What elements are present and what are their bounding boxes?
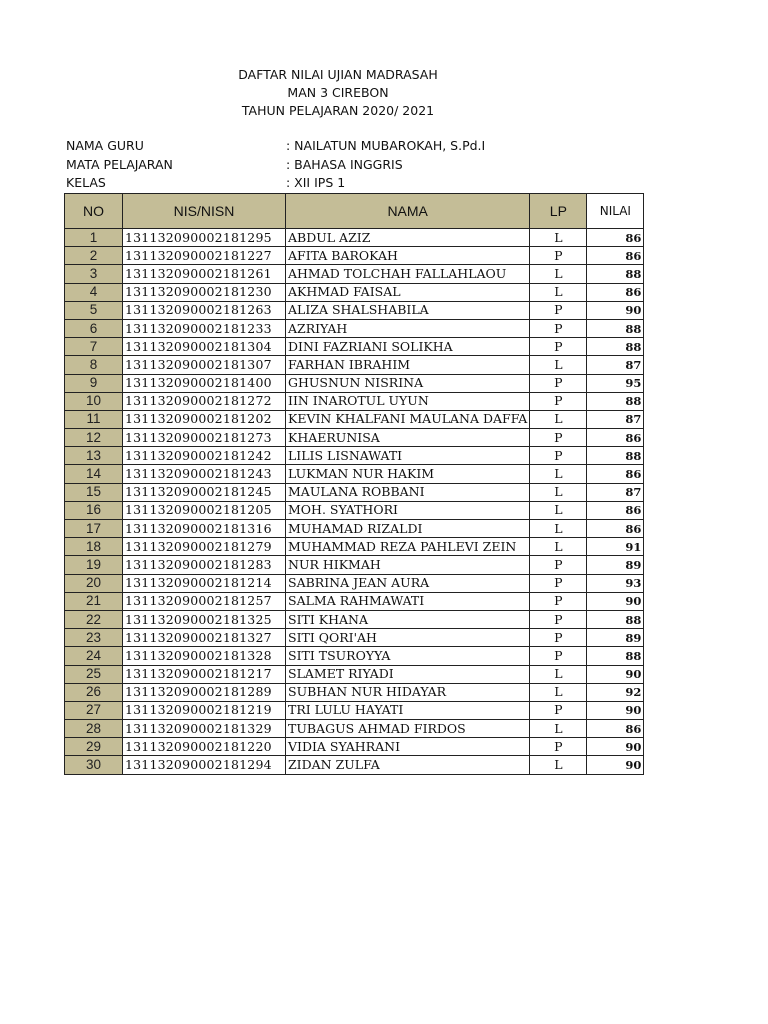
row-number: 9 bbox=[65, 374, 123, 392]
row-number: 28 bbox=[65, 720, 123, 738]
nis-cell: 131132090002181304 bbox=[123, 338, 286, 356]
gender-cell: P bbox=[530, 429, 587, 447]
name-cell: SUBHAN NUR HIDAYAR bbox=[286, 683, 530, 701]
nis-cell: 131132090002181233 bbox=[123, 319, 286, 337]
row-number: 27 bbox=[65, 701, 123, 719]
table-row bbox=[65, 720, 644, 738]
score-cell: 87 bbox=[587, 356, 644, 374]
gender-cell: P bbox=[530, 738, 587, 756]
table-row bbox=[65, 447, 644, 465]
table-body bbox=[65, 229, 644, 775]
gender-cell: L bbox=[530, 501, 587, 519]
gender-cell: L bbox=[530, 665, 587, 683]
row-number: 12 bbox=[65, 429, 123, 447]
table-row bbox=[65, 410, 644, 428]
table-row bbox=[65, 556, 644, 574]
nis-cell: 131132090002181263 bbox=[123, 301, 286, 319]
name-cell: SLAMET RIYADI bbox=[286, 665, 530, 683]
name-cell: SITI KHANA bbox=[286, 610, 530, 628]
nis-cell: 131132090002181205 bbox=[123, 501, 286, 519]
row-number: 4 bbox=[65, 283, 123, 301]
table-row bbox=[65, 374, 644, 392]
table-header-row bbox=[65, 194, 644, 229]
row-number: 6 bbox=[65, 319, 123, 337]
table-row bbox=[65, 465, 644, 483]
nis-cell: 131132090002181272 bbox=[123, 392, 286, 410]
name-cell: MAULANA ROBBANI bbox=[286, 483, 530, 501]
class-value: : XII IPS 1 bbox=[286, 175, 346, 190]
row-number: 14 bbox=[65, 465, 123, 483]
row-number: 8 bbox=[65, 356, 123, 374]
gender-cell: P bbox=[530, 447, 587, 465]
nis-cell: 131132090002181329 bbox=[123, 720, 286, 738]
row-number: 10 bbox=[65, 392, 123, 410]
name-cell: ABDUL AZIZ bbox=[286, 229, 530, 247]
nis-cell: 131132090002181227 bbox=[123, 247, 286, 265]
name-cell: IIN INAROTUL UYUN bbox=[286, 392, 530, 410]
score-cell: 87 bbox=[587, 410, 644, 428]
nis-cell: 131132090002181214 bbox=[123, 574, 286, 592]
score-cell: 86 bbox=[587, 283, 644, 301]
row-number: 2 bbox=[65, 247, 123, 265]
name-cell: SALMA RAHMAWATI bbox=[286, 592, 530, 610]
title-line-3: TAHUN PELAJARAN 2020/ 2021 bbox=[241, 103, 435, 118]
score-cell: 88 bbox=[587, 647, 644, 665]
nis-cell: 131132090002181273 bbox=[123, 429, 286, 447]
gender-cell: P bbox=[530, 301, 587, 319]
table-row bbox=[65, 701, 644, 719]
score-cell: 92 bbox=[587, 683, 644, 701]
table-row bbox=[65, 665, 644, 683]
gender-cell: P bbox=[530, 374, 587, 392]
table-row bbox=[65, 647, 644, 665]
score-cell: 90 bbox=[587, 301, 644, 319]
table-row bbox=[65, 319, 644, 337]
table-row bbox=[65, 429, 644, 447]
row-number: 25 bbox=[65, 665, 123, 683]
row-number: 11 bbox=[65, 410, 123, 428]
table-row bbox=[65, 483, 644, 501]
name-cell: LILIS LISNAWATI bbox=[286, 447, 530, 465]
row-number: 19 bbox=[65, 556, 123, 574]
score-cell: 87 bbox=[587, 483, 644, 501]
row-number: 29 bbox=[65, 738, 123, 756]
table-row bbox=[65, 574, 644, 592]
row-number: 16 bbox=[65, 501, 123, 519]
row-number: 15 bbox=[65, 483, 123, 501]
nis-cell: 131132090002181220 bbox=[123, 738, 286, 756]
gender-cell: P bbox=[530, 629, 587, 647]
name-cell: AZRIYAH bbox=[286, 319, 530, 337]
name-cell: SITI TSUROYYA bbox=[286, 647, 530, 665]
gender-cell: P bbox=[530, 338, 587, 356]
gender-cell: L bbox=[530, 265, 587, 283]
name-cell: KEVIN KHALFANI MAULANA DAFFA bbox=[286, 410, 530, 428]
name-cell: AHMAD TOLCHAH FALLAHLAOU bbox=[286, 265, 530, 283]
name-cell: TRI LULU HAYATI bbox=[286, 701, 530, 719]
table-row bbox=[65, 283, 644, 301]
nis-cell: 131132090002181243 bbox=[123, 465, 286, 483]
name-cell: KHAERUNISA bbox=[286, 429, 530, 447]
row-number: 30 bbox=[65, 756, 123, 774]
score-cell: 95 bbox=[587, 374, 644, 392]
grades-table bbox=[64, 193, 644, 775]
nis-cell: 131132090002181283 bbox=[123, 556, 286, 574]
table-row bbox=[65, 520, 644, 538]
name-cell: DINI FAZRIANI SOLIKHA bbox=[286, 338, 530, 356]
nis-cell: 131132090002181295 bbox=[123, 229, 286, 247]
table-row bbox=[65, 738, 644, 756]
name-cell: SABRINA JEAN AURA bbox=[286, 574, 530, 592]
nis-cell: 131132090002181261 bbox=[123, 265, 286, 283]
gender-cell: P bbox=[530, 392, 587, 410]
name-cell: GHUSNUN NISRINA bbox=[286, 374, 530, 392]
nis-cell: 131132090002181230 bbox=[123, 283, 286, 301]
row-number: 17 bbox=[65, 520, 123, 538]
column-header-no: NO bbox=[65, 194, 123, 229]
score-cell: 88 bbox=[587, 319, 644, 337]
row-number: 21 bbox=[65, 592, 123, 610]
subject-value: : BAHASA INGGRIS bbox=[286, 156, 403, 172]
score-cell: 90 bbox=[587, 756, 644, 774]
score-cell: 86 bbox=[587, 501, 644, 519]
nis-cell: 131132090002181245 bbox=[123, 483, 286, 501]
score-cell: 90 bbox=[587, 738, 644, 756]
gender-cell: P bbox=[530, 574, 587, 592]
gender-cell: P bbox=[530, 556, 587, 574]
gender-cell: L bbox=[530, 720, 587, 738]
name-cell: SITI QORI'AH bbox=[286, 629, 530, 647]
name-cell: MUHAMAD RIZALDI bbox=[286, 520, 530, 538]
table-row bbox=[65, 356, 644, 374]
table-row bbox=[65, 247, 644, 265]
row-number: 18 bbox=[65, 538, 123, 556]
score-cell: 91 bbox=[587, 538, 644, 556]
gender-cell: L bbox=[530, 483, 587, 501]
score-cell: 86 bbox=[587, 520, 644, 538]
gender-cell: L bbox=[530, 683, 587, 701]
nis-cell: 131132090002181219 bbox=[123, 701, 286, 719]
score-cell: 90 bbox=[587, 592, 644, 610]
gender-cell: L bbox=[530, 538, 587, 556]
name-cell: ALIZA SHALSHABILA bbox=[286, 301, 530, 319]
name-cell: MOH. SYATHORI bbox=[286, 501, 530, 519]
gender-cell: L bbox=[530, 756, 587, 774]
nis-cell: 131132090002181217 bbox=[123, 665, 286, 683]
title-line-1: DAFTAR NILAI UJIAN MADRASAH bbox=[238, 67, 438, 82]
score-cell: 86 bbox=[587, 720, 644, 738]
name-cell: NUR HIKMAH bbox=[286, 556, 530, 574]
row-number: 26 bbox=[65, 683, 123, 701]
gender-cell: P bbox=[530, 247, 587, 265]
name-cell: LUKMAN NUR HAKIM bbox=[286, 465, 530, 483]
score-cell: 88 bbox=[587, 392, 644, 410]
nis-cell: 131132090002181202 bbox=[123, 410, 286, 428]
gender-cell: L bbox=[530, 410, 587, 428]
table-row bbox=[65, 610, 644, 628]
column-header-nama: NAMA bbox=[286, 194, 530, 229]
class-label: KELAS bbox=[66, 175, 106, 190]
nis-cell: 131132090002181316 bbox=[123, 520, 286, 538]
document-title bbox=[168, 66, 508, 120]
score-cell: 86 bbox=[587, 247, 644, 265]
name-cell: FARHAN IBRAHIM bbox=[286, 356, 530, 374]
table-row bbox=[65, 301, 644, 319]
table-row bbox=[65, 338, 644, 356]
gender-cell: L bbox=[530, 356, 587, 374]
name-cell: AFITA BAROKAH bbox=[286, 247, 530, 265]
nis-cell: 131132090002181400 bbox=[123, 374, 286, 392]
column-header-lp: LP bbox=[530, 194, 587, 229]
table-row bbox=[65, 756, 644, 774]
gender-cell: P bbox=[530, 319, 587, 337]
table-row bbox=[65, 683, 644, 701]
score-cell: 88 bbox=[587, 265, 644, 283]
table-row bbox=[65, 538, 644, 556]
score-cell: 89 bbox=[587, 556, 644, 574]
row-number: 3 bbox=[65, 265, 123, 283]
table-row bbox=[65, 501, 644, 519]
gender-cell: L bbox=[530, 283, 587, 301]
nis-cell: 131132090002181325 bbox=[123, 610, 286, 628]
gender-cell: L bbox=[530, 229, 587, 247]
title-line-2: MAN 3 CIREBON bbox=[287, 85, 389, 100]
name-cell: MUHAMMAD REZA PAHLEVI ZEIN bbox=[286, 538, 530, 556]
score-cell: 93 bbox=[587, 574, 644, 592]
table-row bbox=[65, 229, 644, 247]
nis-cell: 131132090002181307 bbox=[123, 356, 286, 374]
row-number: 1 bbox=[65, 229, 123, 247]
gender-cell: P bbox=[530, 610, 587, 628]
name-cell: AKHMAD FAISAL bbox=[286, 283, 530, 301]
gender-cell: P bbox=[530, 592, 587, 610]
nis-cell: 131132090002181279 bbox=[123, 538, 286, 556]
nis-cell: 131132090002181327 bbox=[123, 629, 286, 647]
column-header-nis: NIS/NISN bbox=[123, 194, 286, 229]
gender-cell: P bbox=[530, 647, 587, 665]
table-row bbox=[65, 592, 644, 610]
column-header-nilai: NILAI bbox=[587, 194, 644, 229]
gender-cell: L bbox=[530, 465, 587, 483]
score-cell: 88 bbox=[587, 610, 644, 628]
score-cell: 89 bbox=[587, 629, 644, 647]
score-cell: 90 bbox=[587, 701, 644, 719]
gender-cell: P bbox=[530, 701, 587, 719]
nis-cell: 131132090002181242 bbox=[123, 447, 286, 465]
gender-cell: L bbox=[530, 520, 587, 538]
name-cell: ZIDAN ZULFA bbox=[286, 756, 530, 774]
score-cell: 88 bbox=[587, 338, 644, 356]
nis-cell: 131132090002181294 bbox=[123, 756, 286, 774]
nis-cell: 131132090002181257 bbox=[123, 592, 286, 610]
score-cell: 86 bbox=[587, 229, 644, 247]
row-number: 24 bbox=[65, 647, 123, 665]
nis-cell: 131132090002181289 bbox=[123, 683, 286, 701]
score-cell: 86 bbox=[587, 429, 644, 447]
table-row bbox=[65, 629, 644, 647]
score-cell: 86 bbox=[587, 465, 644, 483]
teacher-label: NAMA GURU bbox=[66, 138, 144, 153]
row-number: 5 bbox=[65, 301, 123, 319]
row-number: 7 bbox=[65, 338, 123, 356]
row-number: 22 bbox=[65, 610, 123, 628]
score-cell: 90 bbox=[587, 665, 644, 683]
nis-cell: 131132090002181328 bbox=[123, 647, 286, 665]
row-number: 23 bbox=[65, 629, 123, 647]
row-number: 20 bbox=[65, 574, 123, 592]
subject-label: MATA PELAJARAN bbox=[66, 156, 173, 172]
name-cell: TUBAGUS AHMAD FIRDOS bbox=[286, 720, 530, 738]
row-number: 13 bbox=[65, 447, 123, 465]
table-row bbox=[65, 265, 644, 283]
name-cell: VIDIA SYAHRANI bbox=[286, 738, 530, 756]
table-row bbox=[65, 392, 644, 410]
teacher-value: : NAILATUN MUBAROKAH, S.Pd.I bbox=[286, 138, 486, 153]
score-cell: 88 bbox=[587, 447, 644, 465]
